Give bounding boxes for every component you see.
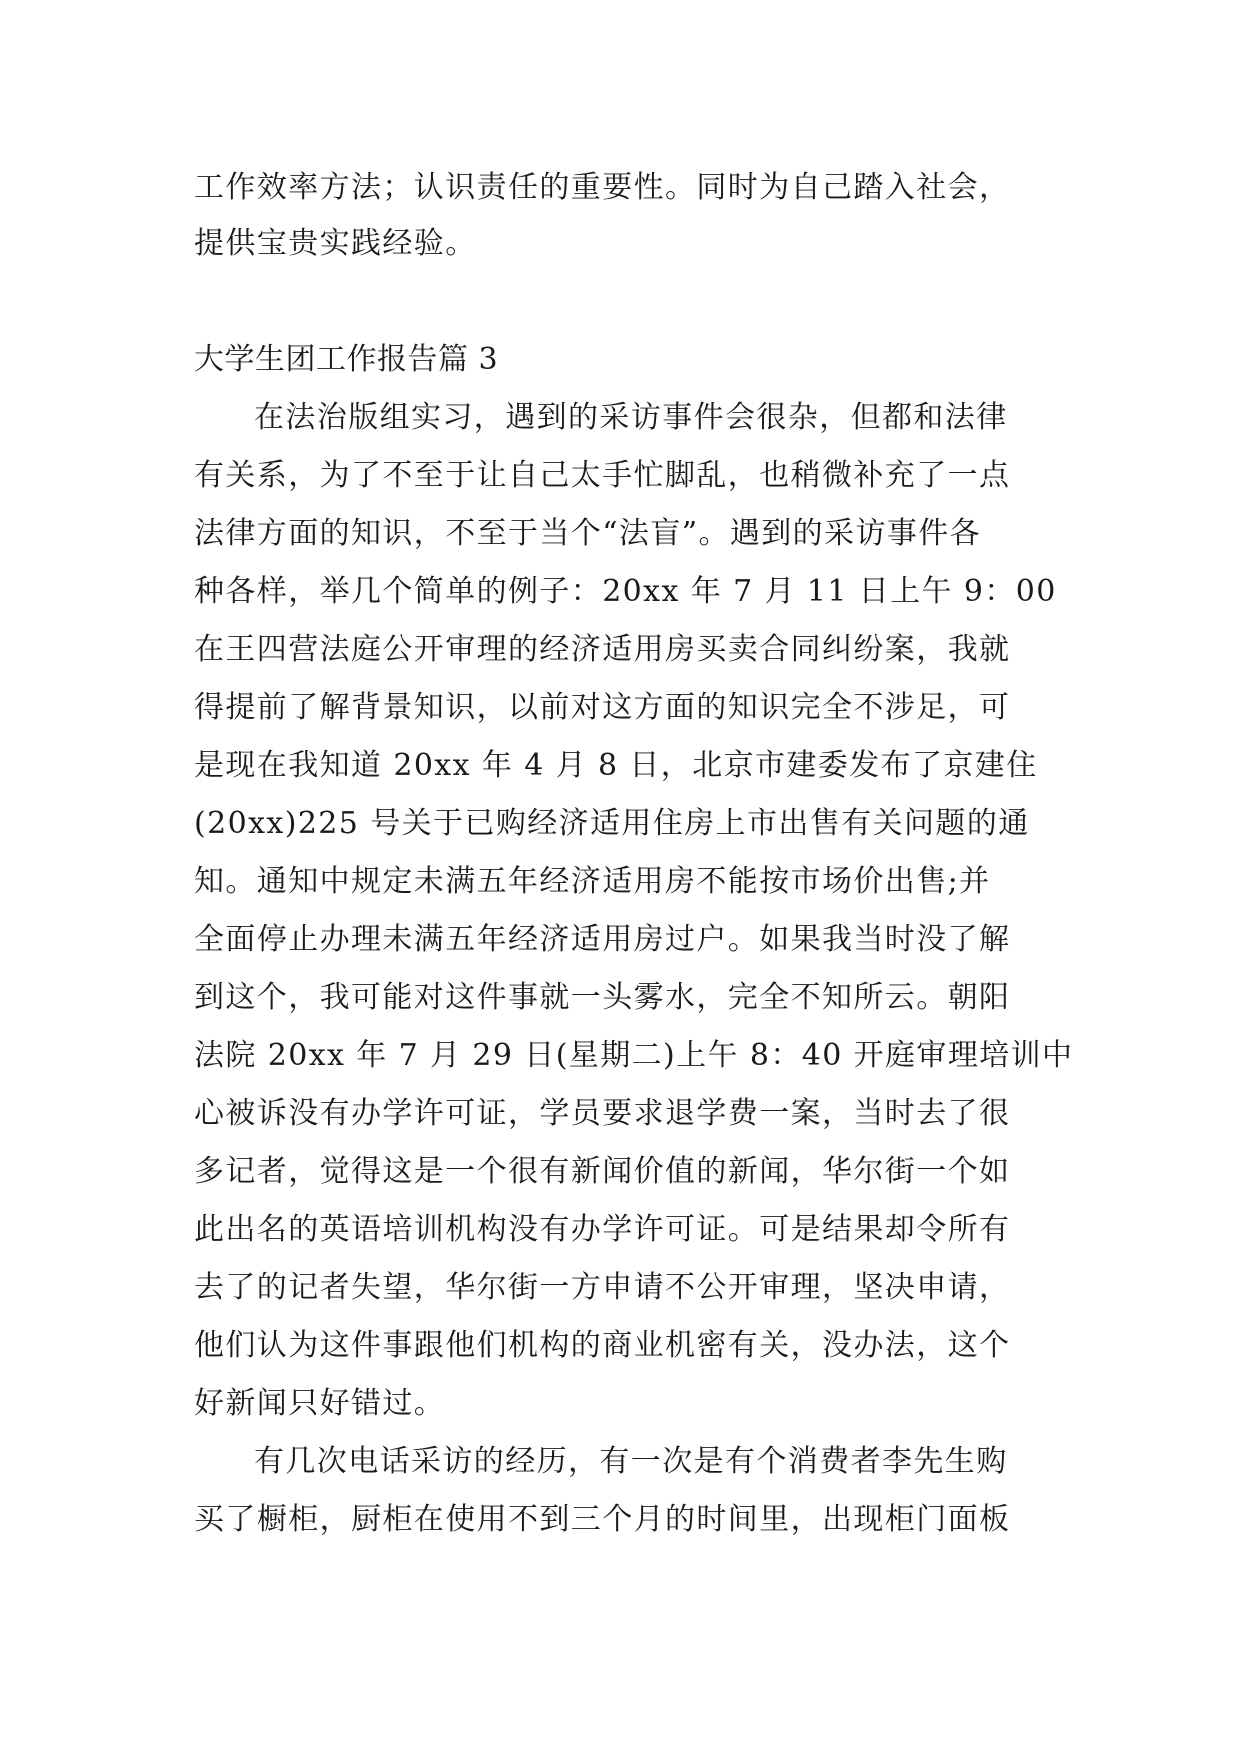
paragraph-line: 买了橱柜，厨柜在使用不到三个月的时间里，出现柜门面板	[194, 1502, 1011, 1537]
intro-line: 工作效率方法；认识责任的重要性。同时为自己踏入社会，	[194, 170, 1011, 205]
paragraph-line: 他们认为这件事跟他们机构的商业机密有关，没办法，这个	[194, 1328, 1011, 1363]
paragraph-line: 在法治版组实习，遇到的采访事件会很杂，但都和法律	[254, 400, 1008, 435]
paragraph-line: (20xx)225 号关于已购经济适用住房上市出售有关问题的通	[194, 806, 1030, 841]
paragraph-line: 法律方面的知识，不至于当个“法盲”。遇到的采访事件各	[194, 516, 982, 551]
paragraph-line: 有几次电话采访的经历，有一次是有个消费者李先生购	[254, 1444, 1008, 1479]
paragraph-line: 有关系，为了不至于让自己太手忙脚乱，也稍微补充了一点	[194, 458, 1011, 493]
paragraph-line: 到这个，我可能对这件事就一头雾水，完全不知所云。朝阳	[194, 980, 1011, 1015]
section-heading: 大学生团工作报告篇 3	[194, 342, 499, 377]
paragraph-line: 种各样，举几个简单的例子：20xx 年 7 月 11 日上午 9：00	[194, 574, 1057, 609]
paragraph-line: 知。通知中规定未满五年经济适用房不能按市场价出售;并	[194, 864, 991, 899]
paragraph-line: 在王四营法庭公开审理的经济适用房买卖合同纠纷案，我就	[194, 632, 1011, 667]
paragraph-line: 多记者，觉得这是一个很有新闻价值的新闻，华尔街一个如	[194, 1154, 1011, 1189]
paragraph-line: 是现在我知道 20xx 年 4 月 8 日，北京市建委发布了京建住	[194, 748, 1038, 783]
paragraph-line: 法院 20xx 年 7 月 29 日(星期二)上午 8：40 开庭审理培训中	[194, 1038, 1074, 1073]
intro-line: 提供宝贵实践经验。	[194, 226, 477, 261]
paragraph-line: 心被诉没有办学许可证，学员要求退学费一案，当时去了很	[194, 1096, 1011, 1131]
paragraph-line: 去了的记者失望，华尔街一方申请不公开审理，坚决申请，	[194, 1270, 1011, 1305]
paragraph-line: 得提前了解背景知识，以前对这方面的知识完全不涉足，可	[194, 690, 1011, 725]
paragraph-line: 全面停止办理未满五年经济适用房过户。如果我当时没了解	[194, 922, 1011, 957]
paragraph-line: 好新闻只好错过。	[194, 1386, 446, 1421]
paragraph-line: 此出名的英语培训机构没有办学许可证。可是结果却令所有	[194, 1212, 1011, 1247]
